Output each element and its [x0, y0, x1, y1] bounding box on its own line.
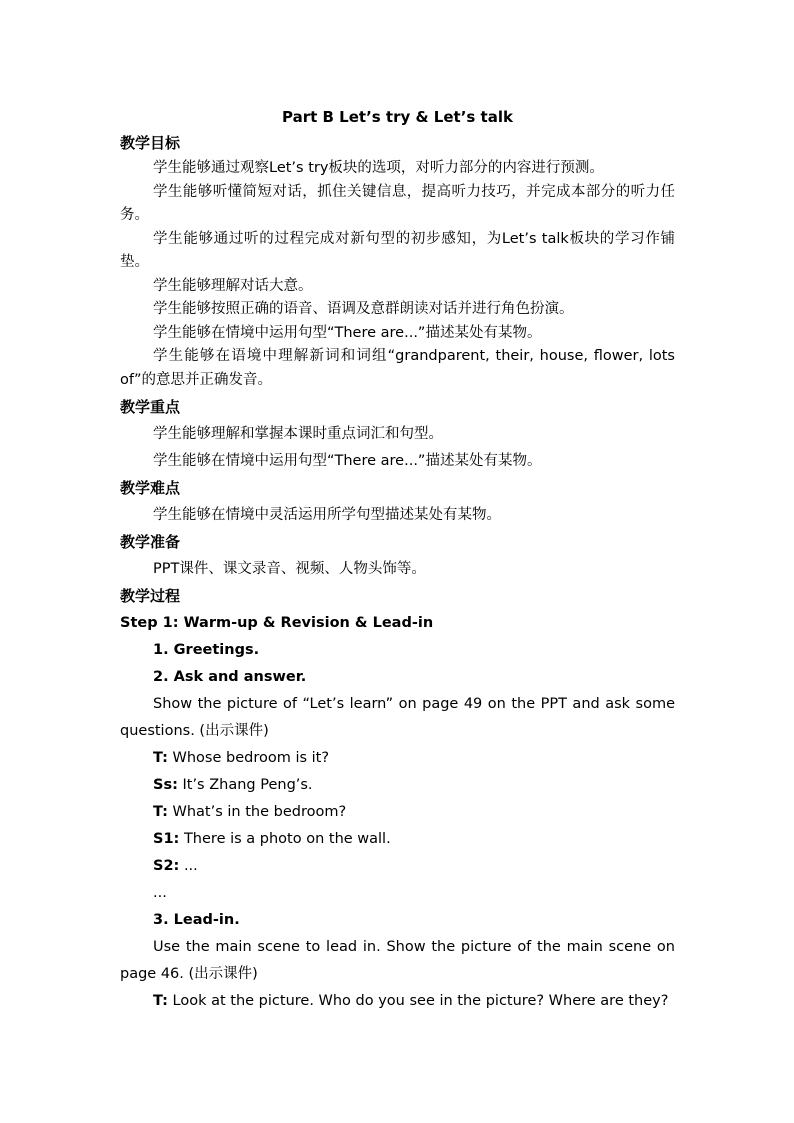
dialogue-line-1 — [120, 745, 675, 772]
dialogue-line-2 — [120, 772, 675, 799]
objective-4: 学生能够理解对话大意。 — [153, 277, 313, 294]
dialogue-ellipsis: ... — [153, 885, 167, 901]
page-title: Part B Let’s try & Let’s talk — [282, 108, 513, 126]
document-body — [120, 104, 675, 1015]
objective-1: 学生能够通过观察Let’s try板块的选项，对听力部分的内容进行预测。 — [153, 160, 604, 176]
preparation-heading: 教学准备 — [120, 533, 181, 551]
key-point-2: 学生能够在情境中运用句型“There are...”描述某处有某物。 — [153, 453, 542, 469]
dialogue-line-4 — [120, 826, 675, 853]
dialogue-text: There is a photo on the wall. — [179, 831, 391, 847]
process-item-2: 2. Ask and answer. — [153, 669, 307, 685]
step-1-heading: Step 1: Warm-up & Revision & Lead-in — [120, 615, 434, 631]
dialogue-line-3 — [120, 799, 675, 826]
key-point-1: 学生能够理解和掌握本课时重点词汇和句型。 — [153, 426, 443, 442]
dialogue-text: ... — [179, 858, 198, 874]
speaker-label: S1: — [153, 831, 180, 847]
difficulty-1: 学生能够在情境中灵活运用所学句型描述某处有某物。 — [153, 507, 501, 523]
speaker-label: Ss: — [153, 777, 178, 793]
preparation-1: PPT课件、课文录音、视频、人物头饰等。 — [153, 561, 426, 577]
process-item-1: 1. Greetings. — [153, 642, 260, 658]
dialogue-text: Whose bedroom is it? — [167, 750, 330, 766]
dialogue-text: What’s in the bedroom? — [167, 804, 347, 820]
dialogue-text: It’s Zhang Peng’s. — [177, 777, 313, 793]
process-item-2-desc: Show the picture of “Let’s learn” on page 49 on the PPT and ask some questions. (出示课件) — [120, 696, 675, 739]
objective-7: 学生能够在语境中理解新词和词组“grandparent, their, house, flower, lots of”的意思并正确发音。 — [120, 348, 675, 388]
process-item-3-desc: Use the main scene to lead in. Show the picture of the main scene on page 46. (出示课件) — [120, 939, 675, 982]
speaker-label: T: — [153, 750, 168, 766]
speaker-label: T: — [153, 804, 168, 820]
speaker-label: S2: — [153, 858, 180, 874]
dialogue-final — [120, 988, 675, 1015]
process-heading: 教学过程 — [120, 587, 181, 605]
dialogue-text: Look at the picture. Who do you see in the picture? Where are they? — [167, 993, 669, 1009]
difficulties-heading: 教学难点 — [120, 479, 181, 497]
objective-2: 学生能够听懂简短对话，抓住关键信息，提高听力技巧，并完成本部分的听力任务。 — [120, 183, 675, 223]
key-points-heading: 教学重点 — [120, 398, 181, 416]
objective-5: 学生能够按照正确的语音、语调及意群朗读对话并进行角色扮演。 — [153, 301, 574, 317]
process-item-3: 3. Lead-in. — [153, 912, 240, 928]
dialogue-line-5 — [120, 853, 675, 880]
speaker-label: T: — [153, 993, 168, 1009]
objective-3: 学生能够通过听的过程完成对新句型的初步感知，为Let’s talk板块的学习作铺垫。 — [120, 230, 675, 270]
objectives-heading: 教学目标 — [120, 134, 181, 152]
objective-6: 学生能够在情境中运用句型“There are...”描述某处有某物。 — [153, 324, 542, 341]
